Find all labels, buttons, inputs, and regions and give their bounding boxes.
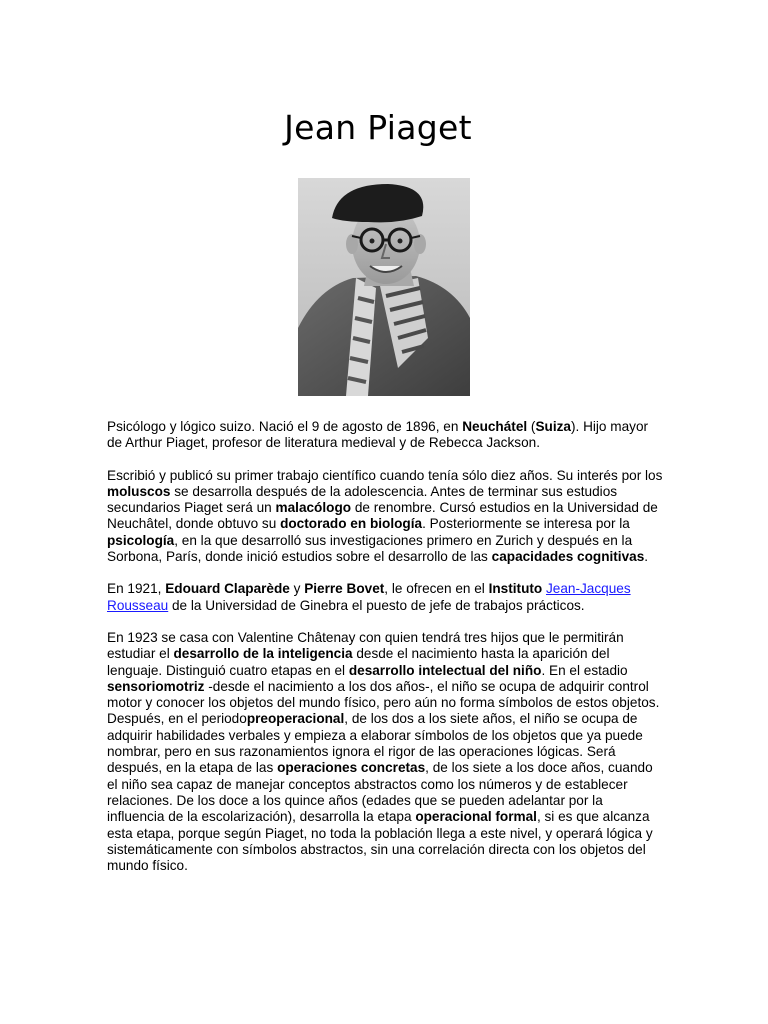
- bold-run: preoperacional: [246, 711, 345, 727]
- bold-run: Neuchátel: [462, 419, 528, 434]
- text-run: -desde el nacimiento a los dos años-, el niño se ocupa de adquirir control motor y conocer los objetos del mundo físico, pero aún no forma símbolos de estos objetos. Después, en el periodo: [107, 678, 660, 727]
- bold-run: Instituto: [488, 581, 543, 597]
- bold-run: Suiza: [535, 419, 571, 434]
- bold-run: malacólogo: [275, 500, 352, 516]
- portrait-photo: [298, 178, 470, 396]
- text-run: , de los dos a los siete años, el niño se ocupa de adquirir habilidades verbales y empieza a elaborar símbolos de los objetos que ya puede nombrar, pero en sus razonamientos ignora el rigor de las operaciones lógicas. Será después, en la etapa de las: [107, 711, 643, 776]
- text-run: Psicólogo y lógico suizo. Nació el 9 de agosto de 1896, en: [107, 419, 463, 434]
- paragraph-1921: [107, 581, 663, 614]
- bold-run: operaciones concretas: [277, 760, 426, 776]
- bold-run: desarrollo de la inteligencia: [173, 646, 353, 662]
- text-run: ). Hijo mayor de Arthur Piaget, profesor de literatura medieval y de Rebecca Jackson.: [107, 419, 649, 451]
- text-run: . Posteriormente se interesa por la: [422, 516, 630, 532]
- bold-run: Pierre Bovet: [304, 581, 385, 597]
- bold-run: moluscos: [107, 483, 171, 499]
- text-run: , le ofrecen en el: [384, 581, 489, 597]
- text-run: (: [527, 419, 536, 434]
- text-run: . En el estadio: [541, 662, 628, 678]
- bold-run: sensoriomotriz: [107, 678, 205, 694]
- text-run: , en la que desarrolló sus investigaciones primero en Zurich y después en la Sorbona, París, donde inició estudios sobre el desarrollo de las: [107, 532, 633, 565]
- bold-run: doctorado en biología: [280, 516, 423, 532]
- paragraph-birth: [107, 419, 663, 452]
- biography-text: [107, 419, 663, 890]
- text-run: .: [644, 549, 649, 565]
- bold-run: desarrollo intelectual del niño: [348, 662, 542, 678]
- bold-run: Edouard Claparède: [165, 581, 290, 597]
- bold-run: psicología: [107, 532, 175, 548]
- text-run: Escribió y publicó su primer trabajo científico cuando tenía sólo diez años. Su interés por los: [107, 467, 663, 483]
- bold-run: operacional formal: [415, 809, 537, 825]
- text-run: de renombre. Cursó estudios en la Universidad de Neuchâtel, donde obtuvo su: [107, 500, 658, 532]
- text-run: En 1923 se casa con Valentine Châtenay con quien tendrá tres hijos que le permitirán estudiar el: [107, 629, 624, 662]
- bold-run: capacidades cognitivas: [491, 549, 645, 565]
- portrait-photo-icon: [298, 178, 470, 396]
- paragraph-studies: [107, 468, 663, 566]
- text-run: , de los siete a los doce años, cuando el niño sea capaz de manejar conceptos abstractos como los números y de establecer relaciones. De los doce a los quince años (edades que se pueden adelantar por la influencia de la escolarización), desarrolla la etapa: [107, 760, 653, 825]
- text-run: se desarrolla después de la adolescencia. Antes de terminar sus estudios secundarios Piaget será un: [107, 483, 618, 516]
- text-run: En 1921,: [107, 581, 166, 597]
- paragraph-1923: [107, 630, 663, 874]
- page-title: Jean Piaget: [284, 108, 472, 147]
- rousseau-link[interactable]: Jean-Jacques Rousseau: [107, 581, 631, 613]
- text-run: desde el nacimiento hasta la aparición del lenguaje. Distinguió cuatro etapas en el: [107, 646, 610, 678]
- text-run: , si es que alcanza esta etapa, porque según Piaget, no toda la población llega a este nivel, y operará lógica y sistemáticamente con símbolos abstractos, sin una correlación directa con los objetos del mundo físico.: [107, 809, 653, 874]
- text-run: de la Universidad de Ginebra el puesto de jefe de trabajos prácticos.: [168, 597, 585, 613]
- text-run: y: [289, 581, 305, 597]
